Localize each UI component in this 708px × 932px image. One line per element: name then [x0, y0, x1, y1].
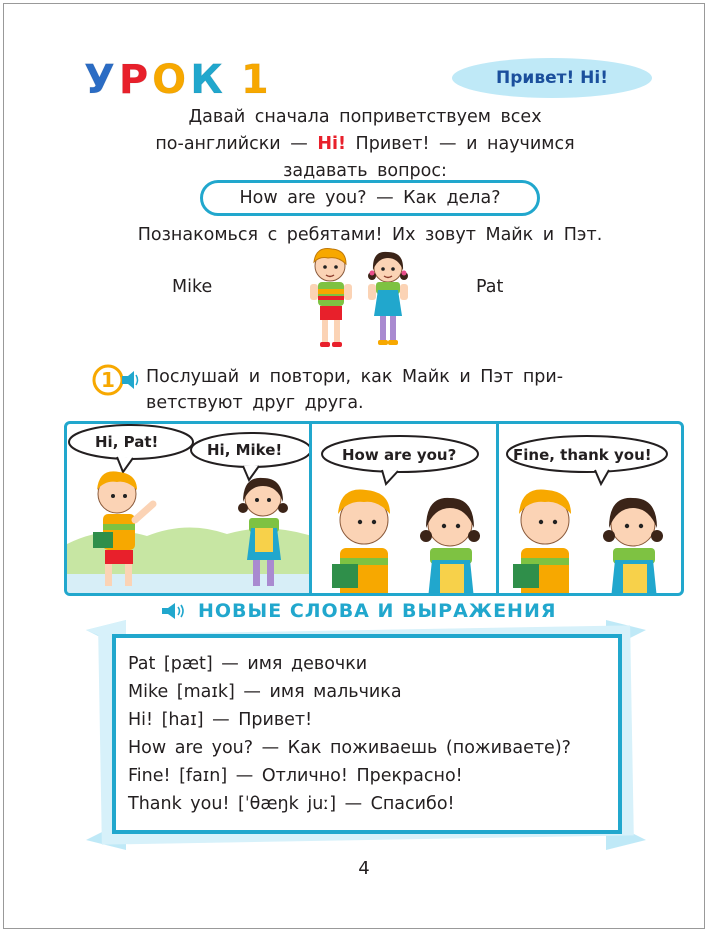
comic-panel-2: [312, 424, 499, 593]
hi-highlight: Hi!: [317, 134, 346, 154]
page-number: 4: [358, 858, 370, 879]
audio-exercise-icon[interactable]: [92, 363, 140, 397]
intro-line-2: [110, 131, 620, 158]
intro-line-3: задавать вопрос:: [283, 161, 447, 181]
mike-figure: [310, 249, 352, 347]
speaker-icon[interactable]: [160, 602, 186, 620]
intro-line-1: Давай сначала поприветствуем всех: [188, 107, 542, 127]
name-mike: Mike: [172, 277, 213, 297]
lesson-title: [84, 58, 273, 102]
vocab-item: Thank you! [ˈθæŋk juː] — Спасибо!: [128, 794, 455, 814]
vocab-item: Hi! [haɪ] — Привет!: [128, 710, 313, 730]
meet-sentence: Познакомься с ребятами! Их зовут Майк и Пэт.: [137, 225, 603, 245]
vocab-item: Mike [maɪk] — имя мальчика: [128, 682, 402, 702]
greeting-text: Привет! Hi!: [496, 68, 608, 88]
vocab-box: [112, 634, 622, 834]
comic-panel-3: [499, 424, 681, 593]
new-words-title: НОВЫЕ СЛОВА И ВЫРАЖЕНИЯ: [198, 600, 557, 622]
question-box: [200, 180, 540, 216]
title-letter: 1: [240, 57, 273, 103]
bubble-hi-mike: Hi, Mike!: [207, 441, 283, 459]
title-letter: [227, 57, 241, 103]
intro-line-2-start: по-английски —: [155, 134, 308, 154]
pat-figure: [368, 252, 408, 345]
exercise-instruction: Послушай и повтори, как Майк и Пэт при-ветствуют друг друга.: [146, 367, 564, 413]
comic-strip: [64, 421, 684, 596]
vocab-item: How are you? — Как поживаешь (поживаете)?: [128, 738, 571, 758]
vocab-item: Pat [pæt] — имя девочки: [128, 654, 368, 674]
bubble-hi-pat: Hi, Pat!: [95, 433, 159, 451]
question-text: How are you? — Как дела?: [239, 188, 501, 208]
comic-panel-1: [67, 424, 312, 593]
bubble-fine-thank-you: Fine, thank you!: [513, 446, 652, 464]
vocab-item: Fine! [faɪn] — Отлично! Прекрасно!: [128, 766, 463, 786]
intro-line-2-end: Привет! — и научимся: [355, 134, 575, 154]
title-letter: О: [152, 57, 191, 103]
bubble-how-are-you: How are you?: [342, 446, 457, 464]
exercise-number: 1: [101, 368, 115, 392]
title-letter: Р: [118, 57, 153, 103]
intro-paragraph: [110, 104, 620, 185]
name-pat: Pat: [476, 277, 504, 297]
title-letter: У: [84, 57, 119, 103]
kids-illustration: [298, 244, 422, 352]
greeting-badge: [452, 58, 652, 98]
new-words-header: [160, 600, 580, 622]
title-letter: К: [190, 57, 227, 103]
